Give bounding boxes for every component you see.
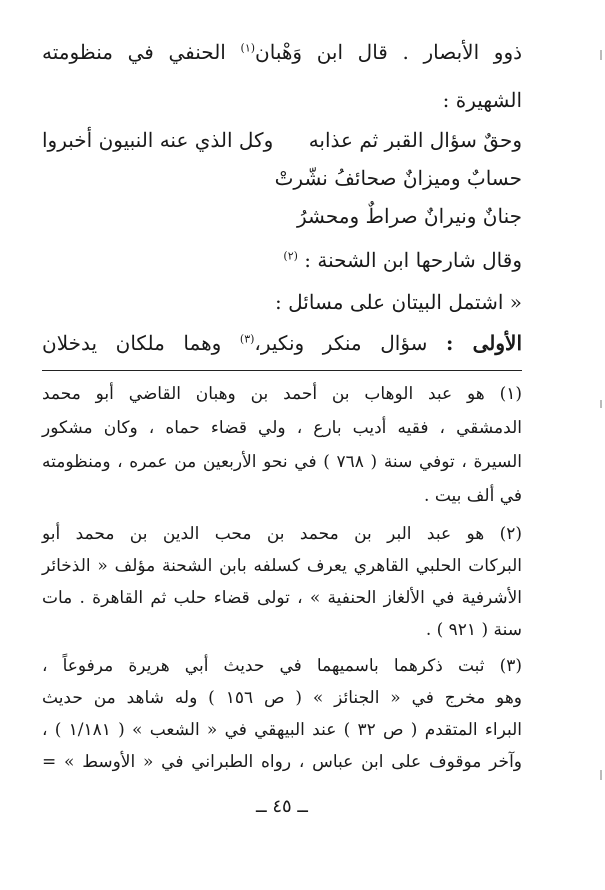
- footnote-2-line-2: البركات الحلبي القاهري يعرف كسلفه بابن الشحنة مؤلف « الذخائر: [42, 556, 522, 576]
- footnote-2-line-4: سنة ( ٩٢١ ) .: [425, 620, 522, 640]
- main-line-7: « اشتمل البيتان على مسائل :: [275, 290, 522, 314]
- verse-3: [42, 206, 522, 226]
- section-label: الأولى :: [446, 331, 523, 355]
- footnote-2-line-3: الأشرفية في الألغاز الحنفية » ، تولى قضاء حلب ثم القاهرة . مات: [42, 588, 522, 608]
- verse-2: [42, 168, 522, 188]
- verse-1-right: وحقٌ سؤال القبر ثم عذابه: [308, 128, 522, 152]
- verse-1-left: وكل الذي عنه النبيون أخبروا: [42, 128, 274, 152]
- footnote-3-line-1: (٣) ثبت ذكرهما باسميهما في حديث أبي هريرة مرفوعاً ،: [42, 656, 522, 676]
- footnote-3-line-2: وهو مخرج في « الجنائز » ( ص ١٥٦ ) وله شاهد من حديث: [42, 688, 522, 708]
- page-edge-mark: [600, 400, 602, 408]
- verse-1: [42, 130, 522, 150]
- footnote-3-line-4: وآخر موقوف على ابن عباس ، رواه الطبراني في « الأوسط » =: [42, 752, 522, 772]
- page-edge-mark: [600, 50, 602, 60]
- main-line-6: وقال شارحها ابن الشحنة : $^{(٢)}$: [283, 248, 522, 272]
- footnote-ref-3[interactable]: (٣): [239, 332, 255, 346]
- main-line-2: الشهيرة :: [442, 88, 522, 112]
- footnote-divider: [42, 370, 522, 371]
- footnote-1-line-2: الدمشقي ، فقيه أديب بارع ، ولي قضاء حماه ، وكان مشكور: [42, 418, 522, 438]
- page-number: ــ ٤٥ ــ: [256, 796, 308, 817]
- book-page: [42, 0, 522, 890]
- page-edge-mark: [600, 770, 602, 780]
- footnote-ref-1[interactable]: (١): [240, 41, 256, 55]
- footnote-1-line-3: السيرة ، توفي سنة ( ٧٦٨ ) في نحو الأربعين من عمره ، ومنظومته: [42, 452, 523, 472]
- footnote-2-line-1: (٢) هو عبد البر بن محمد بن محب الدين بن محمد أبو: [42, 524, 522, 544]
- verse-3-right: جنانٌ ونيرانٌ صراطٌ ومحشرُ: [296, 204, 522, 228]
- main-line-8: الأولى : سؤال منكر ونكير،$^{(٣)}$ وهما ملكان يدخلان: [42, 331, 523, 355]
- main-line-1: ذوو الأبصار . قال ابن وَهْبان$^{(١)}$ الحنفي في منظومته: [42, 40, 523, 64]
- verse-2-right: حسابٌ وميزانٌ صحائفُ نشّرتْ: [274, 166, 522, 190]
- footnote-ref-2[interactable]: (٢): [283, 249, 298, 263]
- footnote-1-line-4: في ألف بيت .: [424, 486, 522, 506]
- footnote-1-line-1: (١) هو عبد الوهاب بن أحمد بن وهبان القاضي أبو محمد: [42, 384, 522, 404]
- footnote-3-line-3: البراء المتقدم ( ص ٣٢ ) عند البيهقي في « الشعب » ( ١/١٨١ ) ،: [42, 720, 522, 740]
